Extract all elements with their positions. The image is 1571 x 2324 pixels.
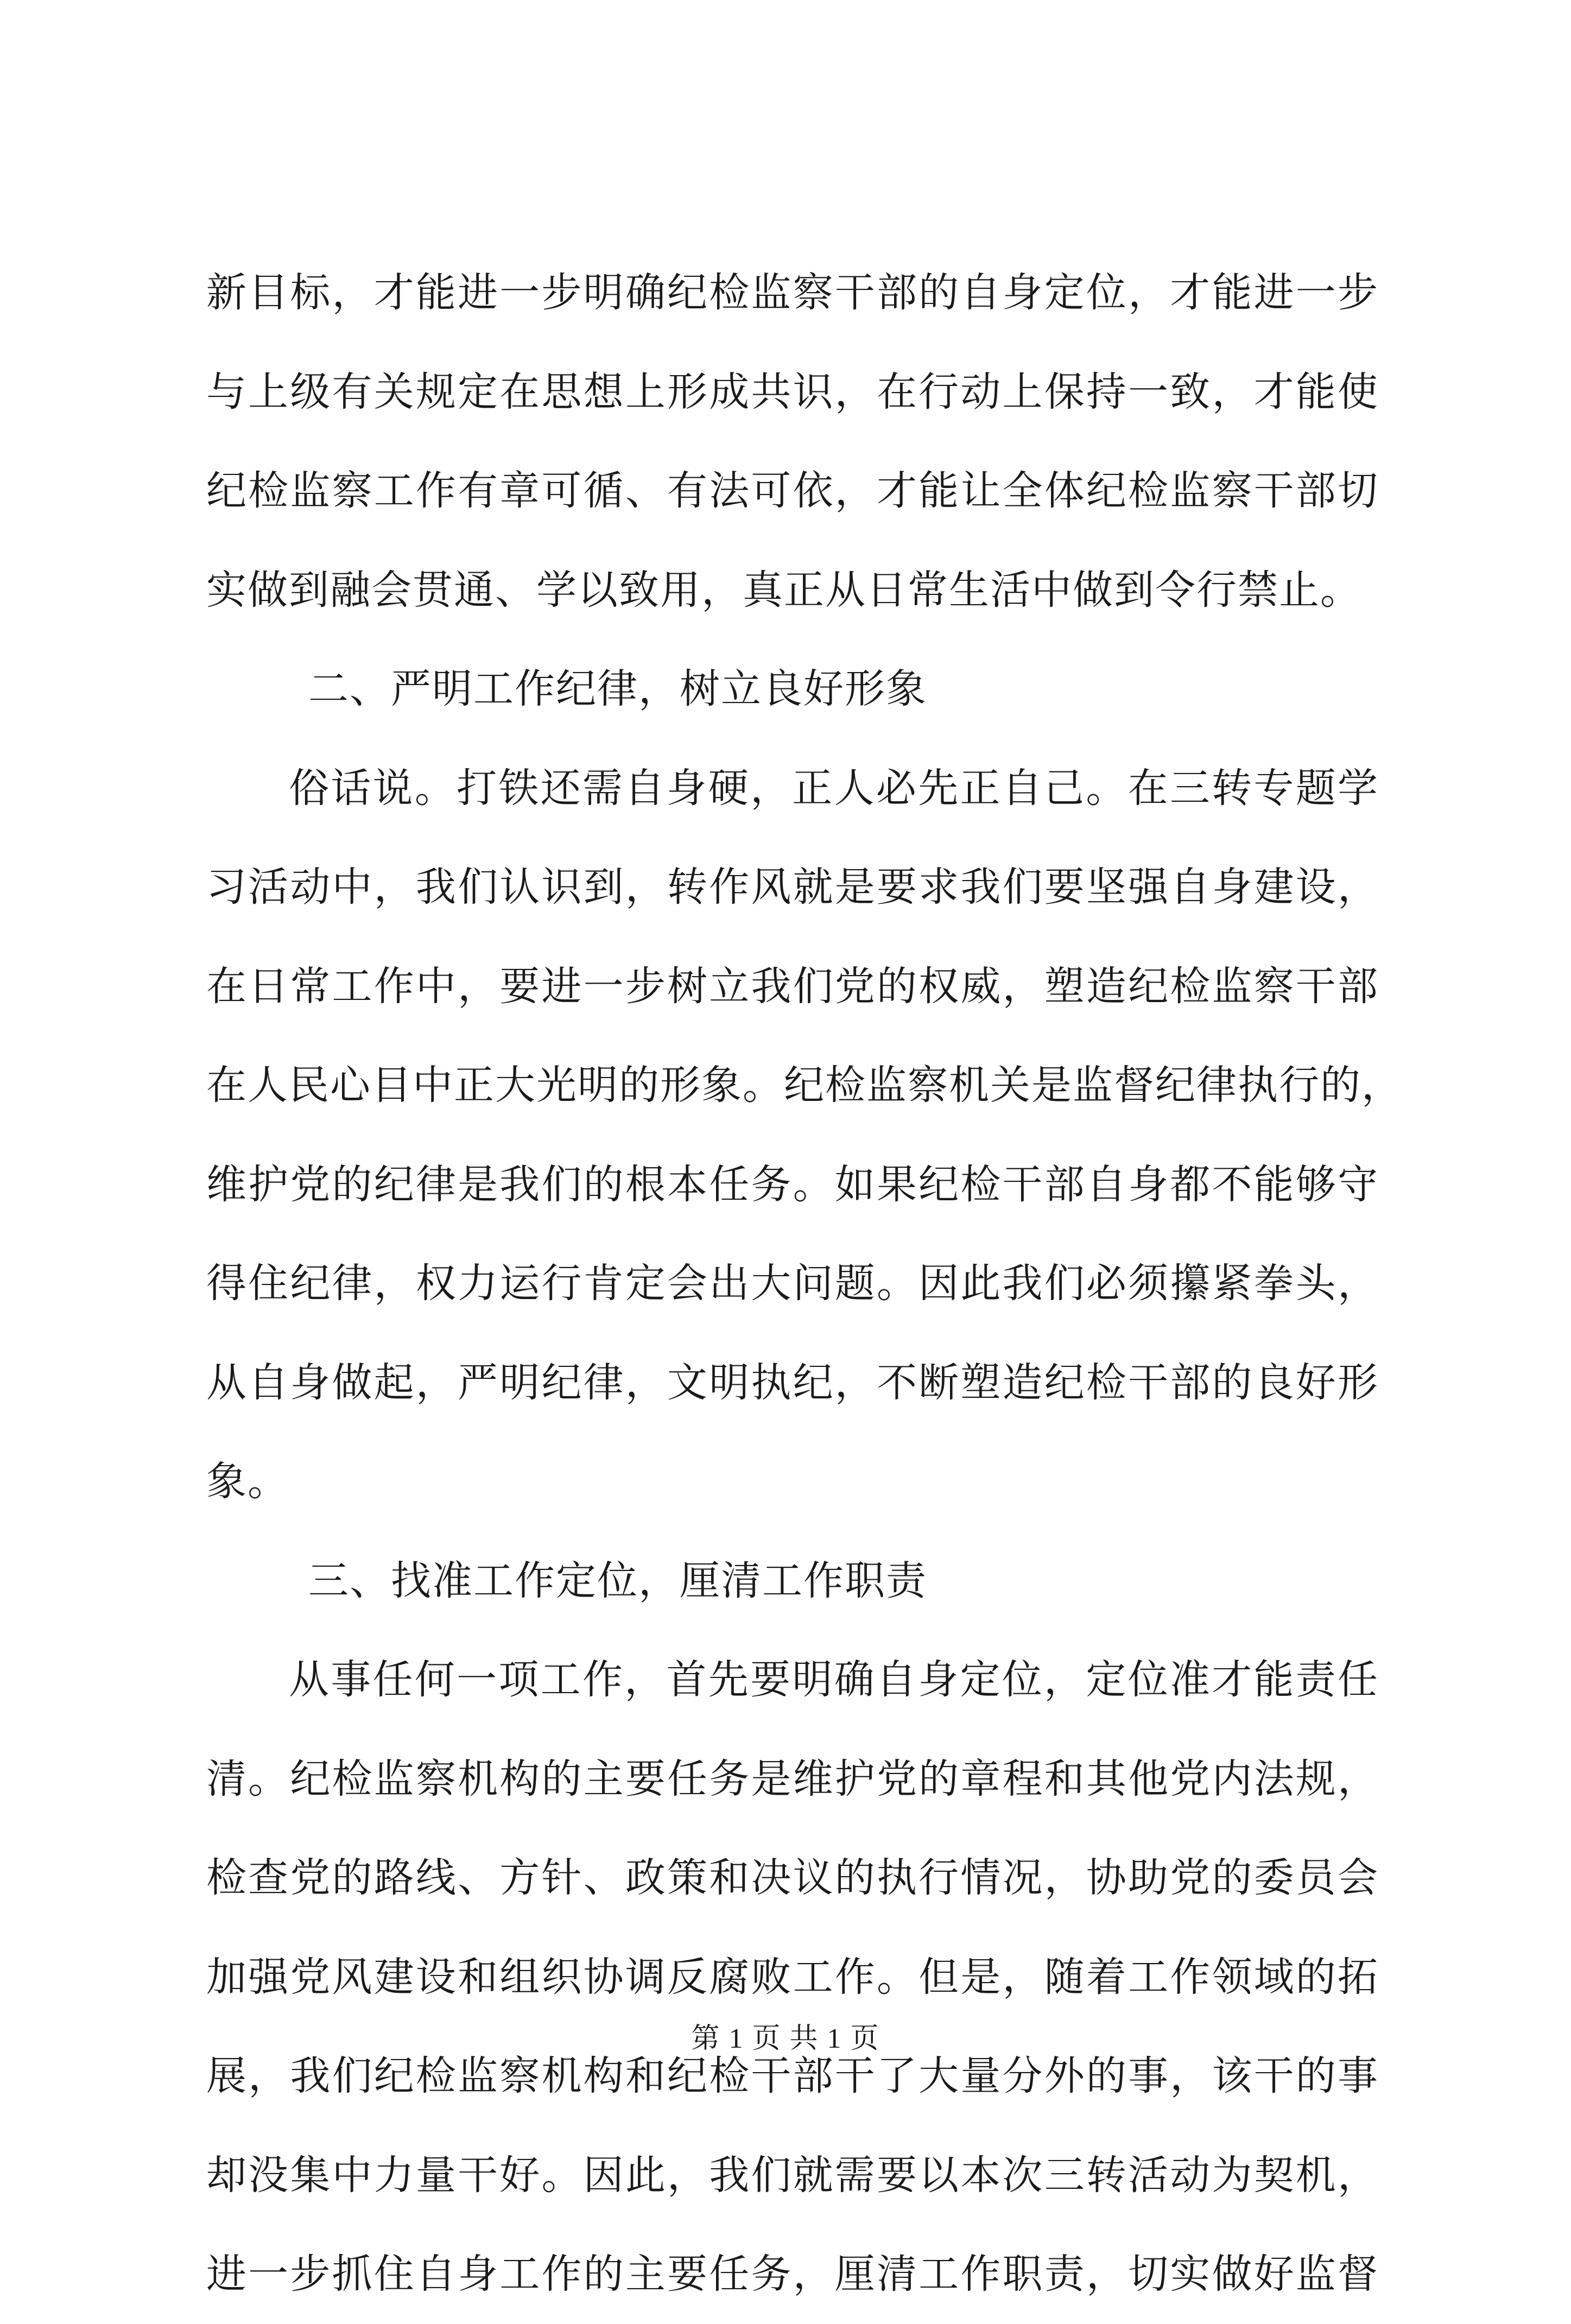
text-line-11: 得住纪律，权力运行肯定会出大问题。因此我们必须攥紧拳头， xyxy=(206,1260,1379,1307)
text-line-3: 纪检监察工作有章可循、有法可依，才能让全体纪检监察干部切 xyxy=(206,467,1379,514)
text-line-18: 加强党风建设和组织协调反腐败工作。但是，随着工作领域的拓 xyxy=(206,1953,1379,2000)
text-line-19: 展，我们纪检监察机构和纪检干部干了大量分外的事，该干的事 xyxy=(206,2053,1379,2099)
text-line-10: 维护党的纪律是我们的根本任务。如果纪检干部自身都不能够守 xyxy=(206,1161,1379,1208)
text-line-1: 新目标，才能进一步明确纪检监察干部的自身定位，才能进一步 xyxy=(206,269,1379,316)
text-line-9: 在人民心目中正大光明的形象。纪检监察机关是监督纪律执行的， xyxy=(206,1062,1403,1109)
text-line-16: 清。纪检监察机构的主要任务是维护党的章程和其他党内法规， xyxy=(206,1755,1379,1802)
section-heading-3: 三、找准工作定位，厘清工作职责 xyxy=(308,1557,927,1604)
text-line-7: 习活动中，我们认识到，转作风就是要求我们要坚强自身建设， xyxy=(206,864,1379,910)
text-line-20: 却没集中力量干好。因此，我们就需要以本次三转活动为契机， xyxy=(206,2151,1379,2199)
text-line-13: 象。 xyxy=(206,1458,289,1505)
text-line-21: 进一步抓住自身工作的主要任务，厘清工作职责，切实做好监督 xyxy=(206,2251,1379,2297)
text-line-8: 在日常工作中，要进一步树立我们党的权威，塑造纪检监察干部 xyxy=(206,962,1379,1010)
text-line-17: 检查党的路线、方针、政策和决议的执行情况，协助党的委员会 xyxy=(206,1854,1379,1901)
text-line-12: 从自身做起，严明纪律，文明执纪，不断塑造纪检干部的良好形 xyxy=(206,1359,1379,1406)
text-line-4: 实做到融会贯通、学以致用，真正从日常生活中做到令行禁止。 xyxy=(206,566,1361,613)
document-body xyxy=(206,243,1403,2324)
section-heading-2: 二、严明工作纪律，树立良好形象 xyxy=(308,666,927,712)
text-line-6: 俗话说。打铁还需自身硬，正人必先正自己。在三转专题学 xyxy=(289,764,1379,812)
text-line-2: 与上级有关规定在思想上形成共识，在行动上保持一致，才能使 xyxy=(206,368,1379,415)
text-line-15: 从事任何一项工作，首先要明确自身定位，定位准才能责任 xyxy=(289,1656,1379,1703)
page-number-footer: 第 1 页 共 1 页 xyxy=(691,2023,880,2054)
